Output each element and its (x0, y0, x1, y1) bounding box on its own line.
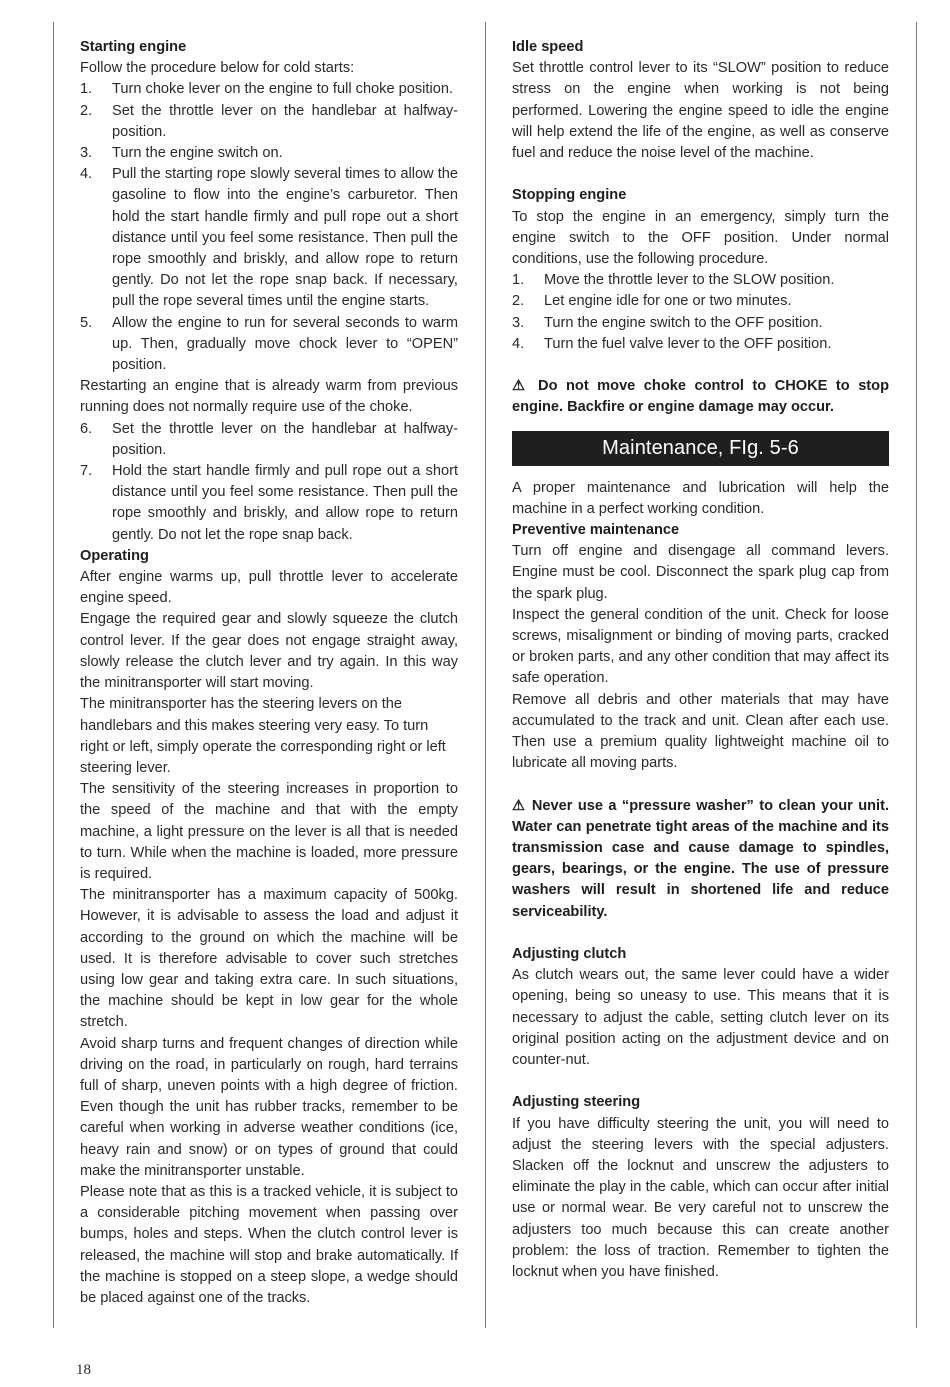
starting-intro: Follow the procedure below for cold starts: (80, 60, 355, 77)
operating-paragraph: The sensitivity of the steering increases in proportion to the speed of the machine and that with the empty machine, a light pressure on the lever is all that is needed to turn. While when the machine is loaded, more pressure is required. (80, 781, 458, 882)
spacer (512, 164, 889, 185)
preventive-paragraph: Inspect the general condition of the unit. Check for loose screws, misalignment or binding of moving parts, cracked or broken parts, and any other condition that may affect its safe operation. (512, 606, 889, 687)
left-margin-rule (53, 22, 54, 1328)
list-item (512, 291, 889, 312)
spacer (512, 774, 889, 795)
stopping-engine-heading: Stopping engine (512, 187, 627, 204)
choke-warning: ⚠ Do not move choke control to CHOKE to stop engine. Backfire or engine damage may occur. (512, 378, 889, 416)
step-text: Turn the engine switch to the OFF position. (544, 314, 823, 331)
list-item (80, 164, 458, 312)
page-number: 18 (76, 1362, 91, 1378)
stopping-steps-list (512, 270, 889, 355)
operating-heading: Operating (80, 547, 149, 564)
maintenance-intro: A proper maintenance and lubrication will help the machine in a perfect working condition. (512, 479, 889, 517)
list-item (80, 143, 458, 164)
preventive-maintenance-heading: Preventive maintenance (512, 522, 680, 539)
spacer (512, 923, 889, 944)
step-text: Set the throttle lever on the handlebar at halfway-position. (112, 102, 458, 140)
right-column (512, 37, 889, 1283)
step-text: Allow the engine to run for several seconds to warm up. Then, gradually move chock lever to “OPEN” position. (112, 314, 458, 374)
stopping-engine-text: To stop the engine in an emergency, simply turn the engine switch to the OFF position. Under normal conditions, use the following procedure. (512, 208, 889, 268)
list-item (80, 313, 458, 377)
operating-paragraph: Please note that as this is a tracked vehicle, it is subject to a considerable pitching movement when passing over bumps, holes and steps. When the clutch control lever is released, the machine will stop and brake automatically. If the machine is stopped on a steep slope, a wedge should be placed against one of the tracks. (80, 1183, 458, 1306)
step-number: 5. (80, 314, 93, 331)
operating-paragraph: The minitransporter has the steering levers on the handlebars and this makes steering very easy. To turn right or left, simply operate the corresponding right or left steering lever. (80, 696, 446, 776)
step-number: 1. (80, 81, 93, 98)
starting-engine-heading: Starting engine (80, 39, 187, 55)
preventive-paragraph: Remove all debris and other materials that may have accumulated to the track and unit. Clean after each use. Then use a premium quality lightweight machine oil to lubricate all moving parts. (512, 691, 889, 772)
list-item (80, 101, 458, 143)
adjusting-steering-heading: Adjusting steering (512, 1094, 641, 1111)
restart-steps-list (80, 419, 458, 546)
list-item (80, 79, 458, 100)
idle-speed-text: Set throttle control lever to its “SLOW” position to reduce stress on the engine when working is not being performed. Lowering the engine speed to idle the engine will help extend the life of the engine, as well as conserve fuel and reduce the noise level of the machine. (512, 60, 889, 162)
step-text: Turn the fuel valve lever to the OFF position. (544, 335, 832, 352)
pressure-washer-warning: ⚠ Never use a “pressure washer” to clean your unit. Water can penetrate tight areas of the machine and its transmission case and cause damage to spindles, gears, bearings, or the engine. The use of pressure washers will result in shortened life and reduce serviceability. (512, 797, 889, 920)
preventive-paragraph: Turn off engine and disengage all command levers. Engine must be cool. Disconnect the spark plug cap from the spark plug. (512, 543, 889, 602)
maintenance-section-banner: Maintenance, FIg. 5-6 (512, 431, 889, 466)
adjusting-steering-text: If you have difficulty steering the unit, you will need to adjust the steering levers with the special adjusters. Slacken off the locknut and unscrew the adjusters to eliminate the play in the cable, which can occur after initial use or normal wear. Be very careful not to unscrew the adjusters too much because this can create another problem: the loss of traction. Remember to tighten the locknut when you have finished. (512, 1115, 889, 1281)
left-column (80, 37, 458, 1309)
operating-paragraph: Avoid sharp turns and frequent changes of direction while driving on the road, in particularly on rough, hard terrains full of sharp, uneven points with a high degree of friction. Even though the unit has rubber tracks, remember to be careful when working in adverse weather conditions (ice, heavy rain and snow) or on types of ground that could make the minitransporter unstable. (80, 1035, 458, 1179)
step-text: Turn choke lever on the engine to full choke position. (112, 81, 454, 98)
step-number: 1. (512, 272, 525, 289)
step-text: Turn the engine switch on. (112, 145, 283, 162)
step-number: 4. (512, 335, 525, 352)
step-text: Set the throttle lever on the handlebar at halfway-position. (112, 420, 458, 458)
right-margin-rule (916, 22, 917, 1328)
list-item (512, 270, 889, 291)
step-text: Hold the start handle firmly and pull rope out a short distance until you feel some resistance. Then pull the rope smoothly and briskly, and allow rope to return gently. Do not let the rope snap back. (112, 463, 458, 543)
step-number: 2. (80, 102, 93, 119)
adjusting-clutch-text: As clutch wears out, the same lever could have a wider opening, being so uneasy to use. This means that it is necessary to adjust the cable, setting clutch lever on its original position acting on the adjustment device and on counter-nut. (512, 967, 889, 1069)
list-item (80, 461, 458, 546)
spacer (512, 355, 889, 376)
step-text: Let engine idle for one or two minutes. (544, 293, 792, 310)
step-text: Pull the starting rope slowly several times to allow the gasoline to flow into the engine’s carburetor. Then hold the start handle firmly and pull rope out a short distance until you feel some resistance. Then pull the rope smoothly and briskly, and allow rope to return gently. Do not let the rope snap back. If necessary, pull the rope several times until the engine starts. (112, 166, 458, 310)
step-number: 2. (512, 293, 525, 310)
step-number: 4. (80, 166, 93, 183)
restart-paragraph: Restarting an engine that is already warm from previous running does not normally require use of the choke. (80, 378, 458, 416)
spacer (512, 1071, 889, 1092)
idle-speed-heading: Idle speed (512, 39, 584, 55)
list-item (80, 419, 458, 461)
step-number: 7. (80, 463, 93, 480)
list-item (512, 334, 889, 355)
step-number: 6. (80, 420, 93, 437)
adjusting-clutch-heading: Adjusting clutch (512, 946, 627, 963)
operating-paragraph: Engage the required gear and slowly squeeze the clutch control lever. If the gear does not engage straight away, slowly release the clutch lever and try again. In this way the minitransporter will start moving. (80, 611, 458, 692)
starting-steps-list (80, 79, 458, 376)
center-divider-rule (485, 22, 486, 1328)
operating-paragraph: The minitransporter has a maximum capacity of 500kg. However, it is advisable to assess the load and adjust it according to the ground on which the machine will be used. It is therefore advisable to cover such stretches using low gear and taking extra care. In such situations, the machine should be kept in low gear for the whole stretch. (80, 887, 458, 1031)
step-number: 3. (512, 314, 525, 331)
list-item (512, 313, 889, 334)
step-number: 3. (80, 145, 93, 162)
operating-paragraph: After engine warms up, pull throttle lever to accelerate engine speed. (80, 569, 458, 607)
step-text: Move the throttle lever to the SLOW position. (544, 272, 835, 289)
